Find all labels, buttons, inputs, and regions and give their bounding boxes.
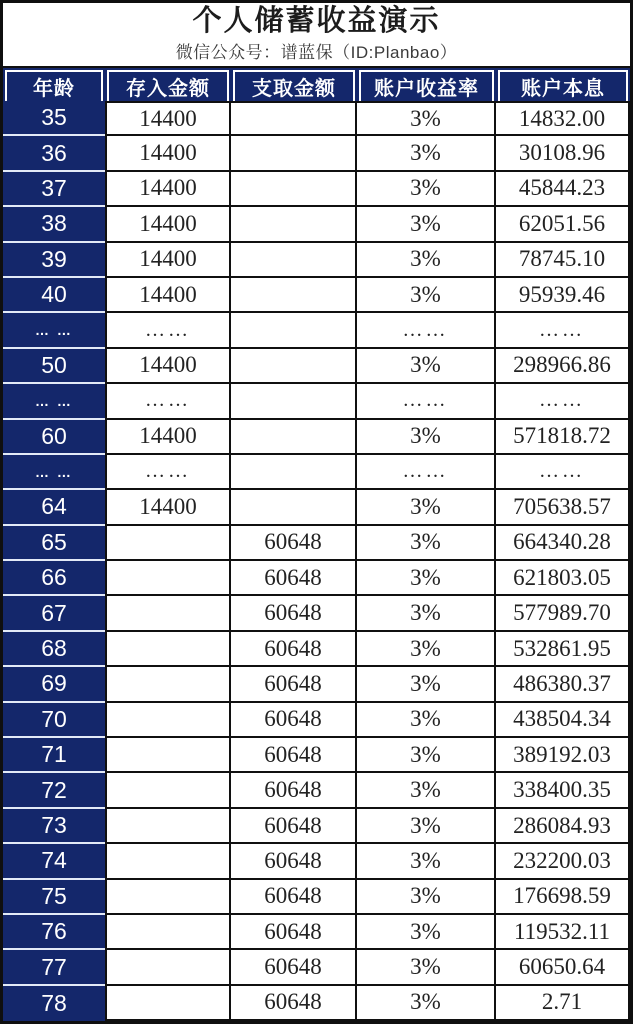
- balance-cell: 14832.00: [496, 101, 630, 136]
- withdraw-cell: 60648: [231, 526, 357, 561]
- withdraw-cell: 60648: [231, 844, 357, 879]
- rate-cell: 3%: [357, 915, 496, 950]
- age-cell: 77: [3, 950, 105, 985]
- rate-cell: 3%: [357, 349, 496, 384]
- page-subtitle: 微信公众号：谱蓝保（ID:Planbao）: [175, 43, 458, 63]
- table-row: [3, 844, 630, 879]
- rate-cell: 3%: [357, 880, 496, 915]
- age-cell: 64: [3, 490, 105, 525]
- balance-cell: 78745.10: [496, 243, 630, 278]
- table-row: [3, 384, 630, 419]
- age-cell: 37: [3, 172, 105, 207]
- deposit-cell: [105, 915, 231, 950]
- deposit-cell: [105, 738, 231, 773]
- age-cell: 35: [3, 101, 105, 136]
- rate-cell: 3%: [357, 809, 496, 844]
- balance-cell: 438504.34: [496, 703, 630, 738]
- table-row: [3, 101, 630, 136]
- age-cell: 60: [3, 420, 105, 455]
- deposit-cell: [105, 596, 231, 631]
- age-cell: … …: [3, 455, 105, 490]
- balance-cell: 62051.56: [496, 207, 630, 242]
- balance-cell: 30108.96: [496, 136, 630, 171]
- table-row: [3, 490, 630, 525]
- table-row: [3, 278, 630, 313]
- age-cell: 76: [3, 915, 105, 950]
- age-cell: 67: [3, 596, 105, 631]
- deposit-cell: ……: [105, 313, 231, 348]
- balance-cell: 286084.93: [496, 809, 630, 844]
- balance-cell: 298966.86: [496, 349, 630, 384]
- age-cell: 74: [3, 844, 105, 879]
- age-cell: … …: [3, 313, 105, 348]
- withdraw-cell: 60648: [231, 561, 357, 596]
- deposit-cell: 14400: [105, 349, 231, 384]
- balance-cell: 389192.03: [496, 738, 630, 773]
- table-row: [3, 773, 630, 808]
- deposit-cell: [105, 632, 231, 667]
- table-row: [3, 455, 630, 490]
- table-row: [3, 420, 630, 455]
- column-header-rate: 账户收益率: [359, 70, 494, 103]
- deposit-cell: [105, 809, 231, 844]
- age-cell: 70: [3, 703, 105, 738]
- deposit-cell: 14400: [105, 243, 231, 278]
- balance-cell: 664340.28: [496, 526, 630, 561]
- deposit-cell: [105, 880, 231, 915]
- balance-cell: 119532.11: [496, 915, 630, 950]
- page-title: 个人储蓄收益演示: [192, 4, 441, 37]
- rate-cell: 3%: [357, 278, 496, 313]
- withdraw-cell: 60648: [231, 809, 357, 844]
- age-cell: 72: [3, 773, 105, 808]
- balance-cell: 176698.59: [496, 880, 630, 915]
- deposit-cell: [105, 561, 231, 596]
- balance-cell: 705638.57: [496, 490, 630, 525]
- rate-cell: ……: [357, 384, 496, 419]
- deposit-cell: 14400: [105, 136, 231, 171]
- withdraw-cell: [231, 207, 357, 242]
- age-cell: 66: [3, 561, 105, 596]
- table-row: [3, 809, 630, 844]
- table-row: [3, 313, 630, 348]
- table-row: [3, 172, 630, 207]
- rate-cell: 3%: [357, 420, 496, 455]
- balance-cell: 95939.46: [496, 278, 630, 313]
- age-cell: 68: [3, 632, 105, 667]
- age-cell: 65: [3, 526, 105, 561]
- deposit-cell: [105, 986, 231, 1021]
- table-row: [3, 136, 630, 171]
- withdraw-cell: [231, 420, 357, 455]
- poster: [3, 3, 630, 1021]
- table-row: [3, 349, 630, 384]
- withdraw-cell: 60648: [231, 738, 357, 773]
- deposit-cell: [105, 526, 231, 561]
- rate-cell: 3%: [357, 950, 496, 985]
- deposit-cell: 14400: [105, 172, 231, 207]
- table-row: [3, 207, 630, 242]
- rate-cell: 3%: [357, 632, 496, 667]
- withdraw-cell: [231, 136, 357, 171]
- age-cell: 78: [3, 986, 105, 1021]
- rate-cell: 3%: [357, 526, 496, 561]
- withdraw-cell: 60648: [231, 596, 357, 631]
- deposit-cell: 14400: [105, 101, 231, 136]
- table-row: [3, 738, 630, 773]
- rate-cell: 3%: [357, 101, 496, 136]
- table-row: [3, 880, 630, 915]
- deposit-cell: [105, 773, 231, 808]
- balance-cell: 621803.05: [496, 561, 630, 596]
- rate-cell: 3%: [357, 738, 496, 773]
- withdraw-cell: [231, 455, 357, 490]
- table-row: [3, 561, 630, 596]
- deposit-cell: [105, 950, 231, 985]
- rate-cell: 3%: [357, 844, 496, 879]
- age-cell: … …: [3, 384, 105, 419]
- balance-cell: 486380.37: [496, 667, 630, 702]
- savings-table: [3, 68, 630, 1021]
- withdraw-cell: 60648: [231, 986, 357, 1021]
- table-header-row: [3, 68, 630, 101]
- withdraw-cell: [231, 349, 357, 384]
- age-cell: 69: [3, 667, 105, 702]
- column-header-age: 年龄: [5, 70, 103, 103]
- balance-cell: 577989.70: [496, 596, 630, 631]
- rate-cell: ……: [357, 313, 496, 348]
- withdraw-cell: [231, 243, 357, 278]
- table-row: [3, 667, 630, 702]
- rate-cell: 3%: [357, 207, 496, 242]
- deposit-cell: 14400: [105, 278, 231, 313]
- balance-cell: ……: [496, 455, 630, 490]
- deposit-cell: [105, 844, 231, 879]
- table-row: [3, 703, 630, 738]
- table-row: [3, 986, 630, 1021]
- balance-cell: 232200.03: [496, 844, 630, 879]
- age-cell: 50: [3, 349, 105, 384]
- title-area: [3, 3, 630, 68]
- rate-cell: 3%: [357, 243, 496, 278]
- withdraw-cell: 60648: [231, 880, 357, 915]
- rate-cell: 3%: [357, 172, 496, 207]
- withdraw-cell: 60648: [231, 632, 357, 667]
- deposit-cell: ……: [105, 455, 231, 490]
- table-row: [3, 526, 630, 561]
- age-cell: 75: [3, 880, 105, 915]
- balance-cell: ……: [496, 313, 630, 348]
- table-row: [3, 596, 630, 631]
- table-row: [3, 950, 630, 985]
- withdraw-cell: [231, 101, 357, 136]
- age-cell: 36: [3, 136, 105, 171]
- age-cell: 73: [3, 809, 105, 844]
- rate-cell: 3%: [357, 490, 496, 525]
- balance-cell: 338400.35: [496, 773, 630, 808]
- rate-cell: 3%: [357, 773, 496, 808]
- rate-cell: ……: [357, 455, 496, 490]
- table-row: [3, 243, 630, 278]
- age-cell: 71: [3, 738, 105, 773]
- column-header-balance: 账户本息: [498, 70, 628, 103]
- age-cell: 40: [3, 278, 105, 313]
- balance-cell: 2.71: [496, 986, 630, 1021]
- rate-cell: 3%: [357, 136, 496, 171]
- column-header-deposit: 存入金额: [107, 70, 229, 103]
- table-row: [3, 632, 630, 667]
- balance-cell: 571818.72: [496, 420, 630, 455]
- withdraw-cell: [231, 278, 357, 313]
- deposit-cell: ……: [105, 384, 231, 419]
- rate-cell: 3%: [357, 703, 496, 738]
- balance-cell: 45844.23: [496, 172, 630, 207]
- balance-cell: 60650.64: [496, 950, 630, 985]
- balance-cell: ……: [496, 384, 630, 419]
- rate-cell: 3%: [357, 596, 496, 631]
- balance-cell: 532861.95: [496, 632, 630, 667]
- age-cell: 39: [3, 243, 105, 278]
- withdraw-cell: 60648: [231, 950, 357, 985]
- withdraw-cell: [231, 313, 357, 348]
- rate-cell: 3%: [357, 986, 496, 1021]
- table-body: [3, 101, 630, 1021]
- withdraw-cell: 60648: [231, 667, 357, 702]
- withdraw-cell: [231, 490, 357, 525]
- rate-cell: 3%: [357, 561, 496, 596]
- deposit-cell: 14400: [105, 420, 231, 455]
- withdraw-cell: [231, 172, 357, 207]
- withdraw-cell: [231, 384, 357, 419]
- age-cell: 38: [3, 207, 105, 242]
- column-header-withdraw: 支取金额: [233, 70, 355, 103]
- withdraw-cell: 60648: [231, 703, 357, 738]
- withdraw-cell: 60648: [231, 915, 357, 950]
- withdraw-cell: 60648: [231, 773, 357, 808]
- rate-cell: 3%: [357, 667, 496, 702]
- deposit-cell: [105, 667, 231, 702]
- deposit-cell: 14400: [105, 207, 231, 242]
- deposit-cell: [105, 703, 231, 738]
- table-row: [3, 915, 630, 950]
- deposit-cell: 14400: [105, 490, 231, 525]
